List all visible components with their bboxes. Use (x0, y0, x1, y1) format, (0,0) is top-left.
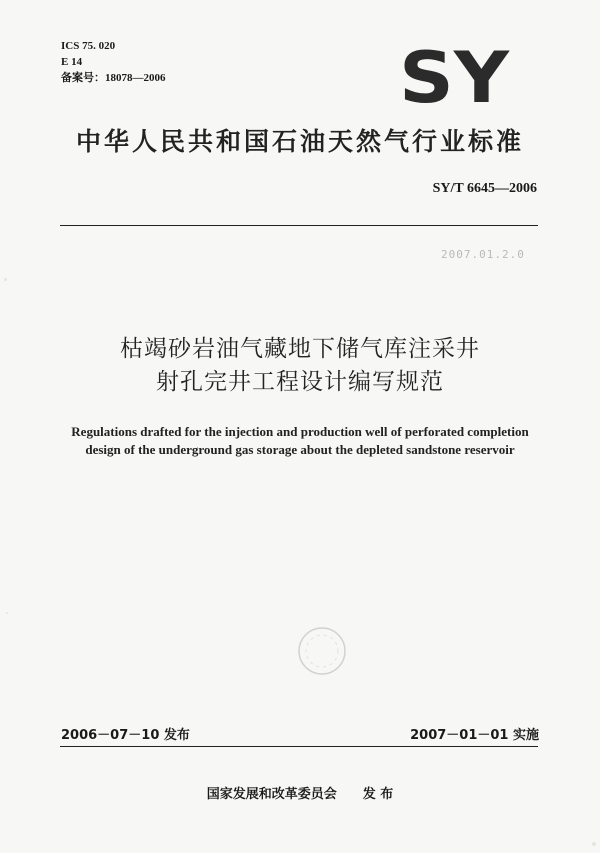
class-code: E 14 (61, 56, 83, 68)
organization-title: 中华人民共和国石油天然气行业标准 (75, 127, 524, 156)
classification-block (61, 38, 166, 86)
publisher-line (0, 783, 600, 802)
standard-number: SY/T 6645—2006 (432, 181, 537, 196)
chinese-title-line-2: 射孔完井工程设计编写规范 (156, 369, 444, 395)
english-title-line-1: Regulations drafted for the injection and production well of perforated completion (71, 424, 529, 439)
chinese-title (0, 333, 600, 399)
record-number: 备案号：18078—2006 (61, 72, 166, 84)
publish-action: 发 布 (362, 787, 394, 802)
faint-circular-stamp-icon (296, 625, 348, 677)
ics-code: ICS 75. 020 (61, 40, 116, 52)
footer-divider (60, 746, 538, 747)
english-title (0, 423, 600, 459)
issue-date: 2006－07－10 发布 (61, 728, 190, 743)
chinese-title-line-1: 枯竭砂岩油气藏地下储气库注采井 (120, 336, 480, 362)
english-title-line-2: design of the underground gas storage about the depleted sandstone reservoir (85, 442, 515, 457)
publisher-name: 国家发展和改革委员会 (206, 787, 337, 802)
implementation-date: 2007－01－01 实施 (410, 728, 539, 743)
sy-logo (398, 44, 510, 108)
paper-speck (4, 278, 7, 281)
header-divider (60, 225, 538, 226)
paper-speck (592, 842, 596, 846)
sy-logo-text: SY (399, 44, 510, 108)
paper-speck (6, 612, 8, 614)
faint-date-stamp: 2007.01.2.0 (441, 248, 525, 261)
dates-row (61, 724, 539, 744)
